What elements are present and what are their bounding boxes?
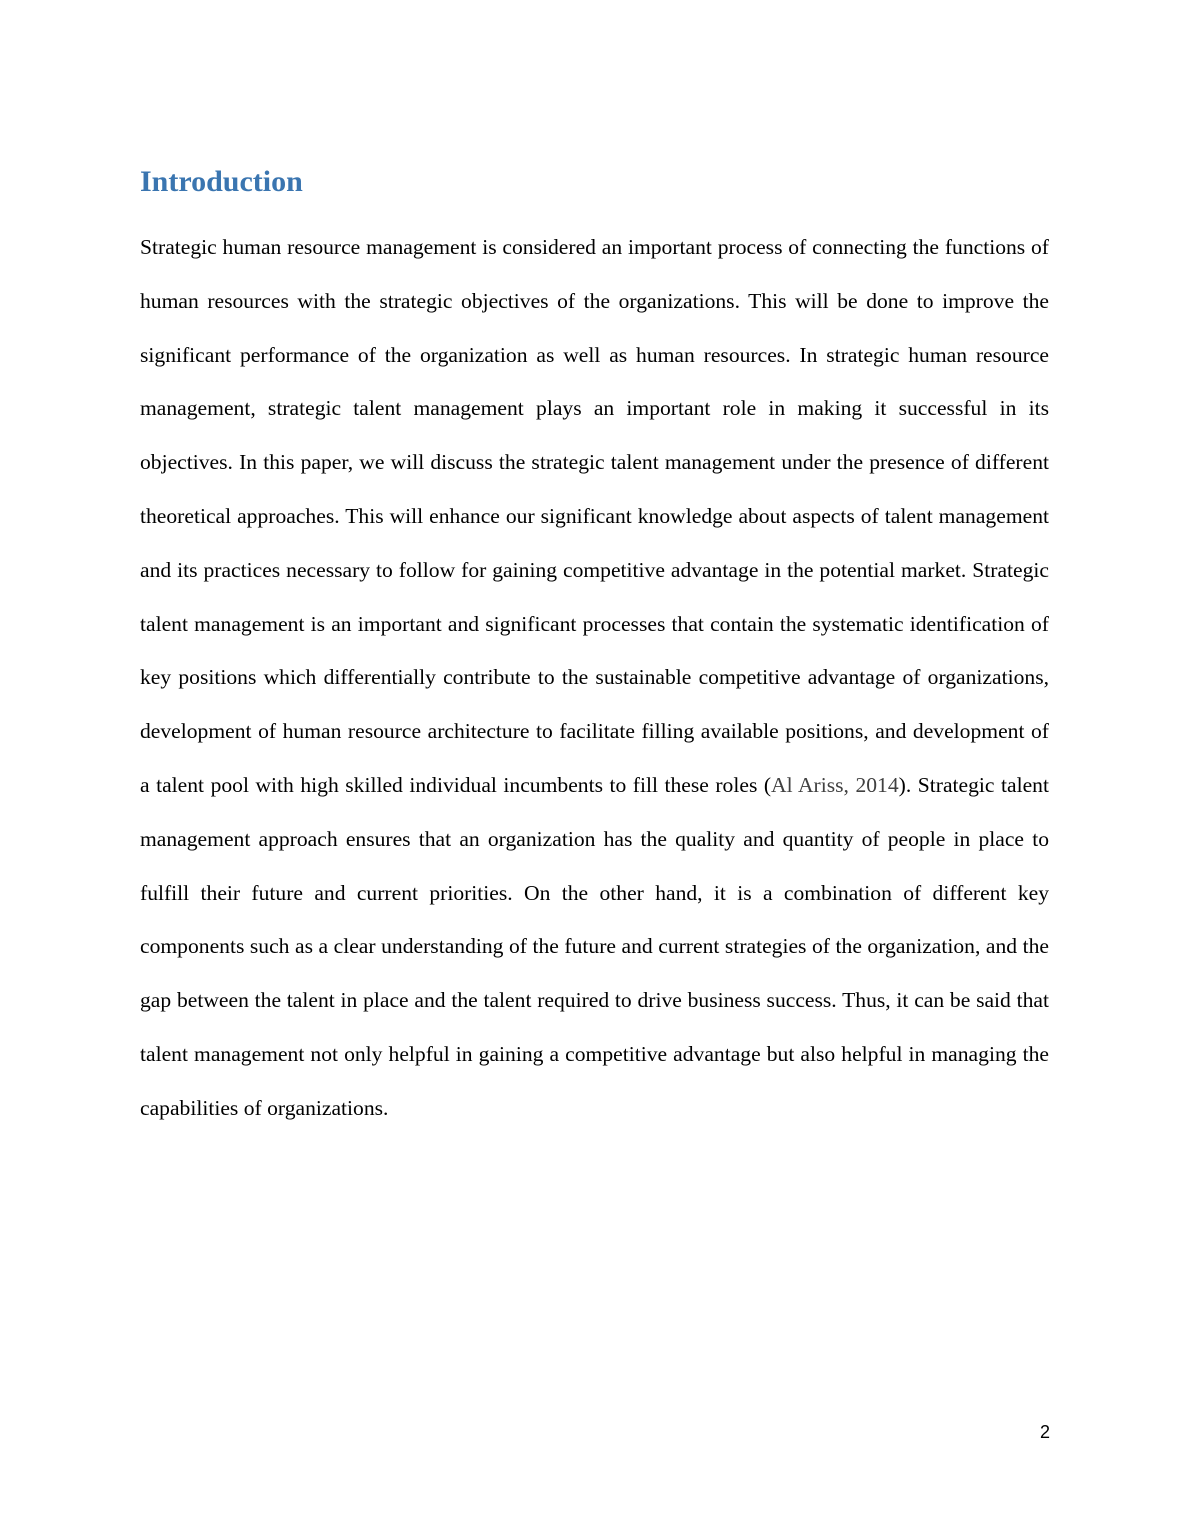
citation: Al Ariss, 2014 — [771, 772, 899, 797]
section-heading: Introduction — [140, 165, 303, 198]
body-paragraph — [140, 221, 1049, 1136]
paragraph-text-before-citation: Strategic human resource management is considered an important process of connecting the functions of human resources with the strategic objectives of the organizations. This will be done to improve the significant performance of the organization as well as human resources. In strategic human resource management, strategic talent management plays an important role in making it successful in its objectives. In this paper, we will discuss the strategic talent management under the presence of different theoretical approaches. This will enhance our significant knowledge about aspects of talent management and its practices necessary to follow for gaining competitive advantage in the potential market. Strategic talent management is an important and significant processes that contain the systematic identification of key positions which differentially contribute to the sustainable competitive advantage of organizations, development of human resource architecture to facilitate filling available positions, and development of a talent pool with high skilled individual incumbents to fill these roles ( — [140, 235, 1049, 797]
page-number: 2 — [1039, 1422, 1050, 1442]
paragraph-text-after-citation: ). Strategic talent management approach ensures that an organization has the quality and quantity of people in place to fulfill their future and current priorities. On the other hand, it is a combination of different key components such as a clear understanding of the future and current strategies of the organization, and the gap between the talent in place and the talent required to drive business success. Thus, it can be said that talent management not only helpful in gaining a competitive advantage but also helpful in managing the capabilities of organizations. — [140, 772, 1049, 1120]
